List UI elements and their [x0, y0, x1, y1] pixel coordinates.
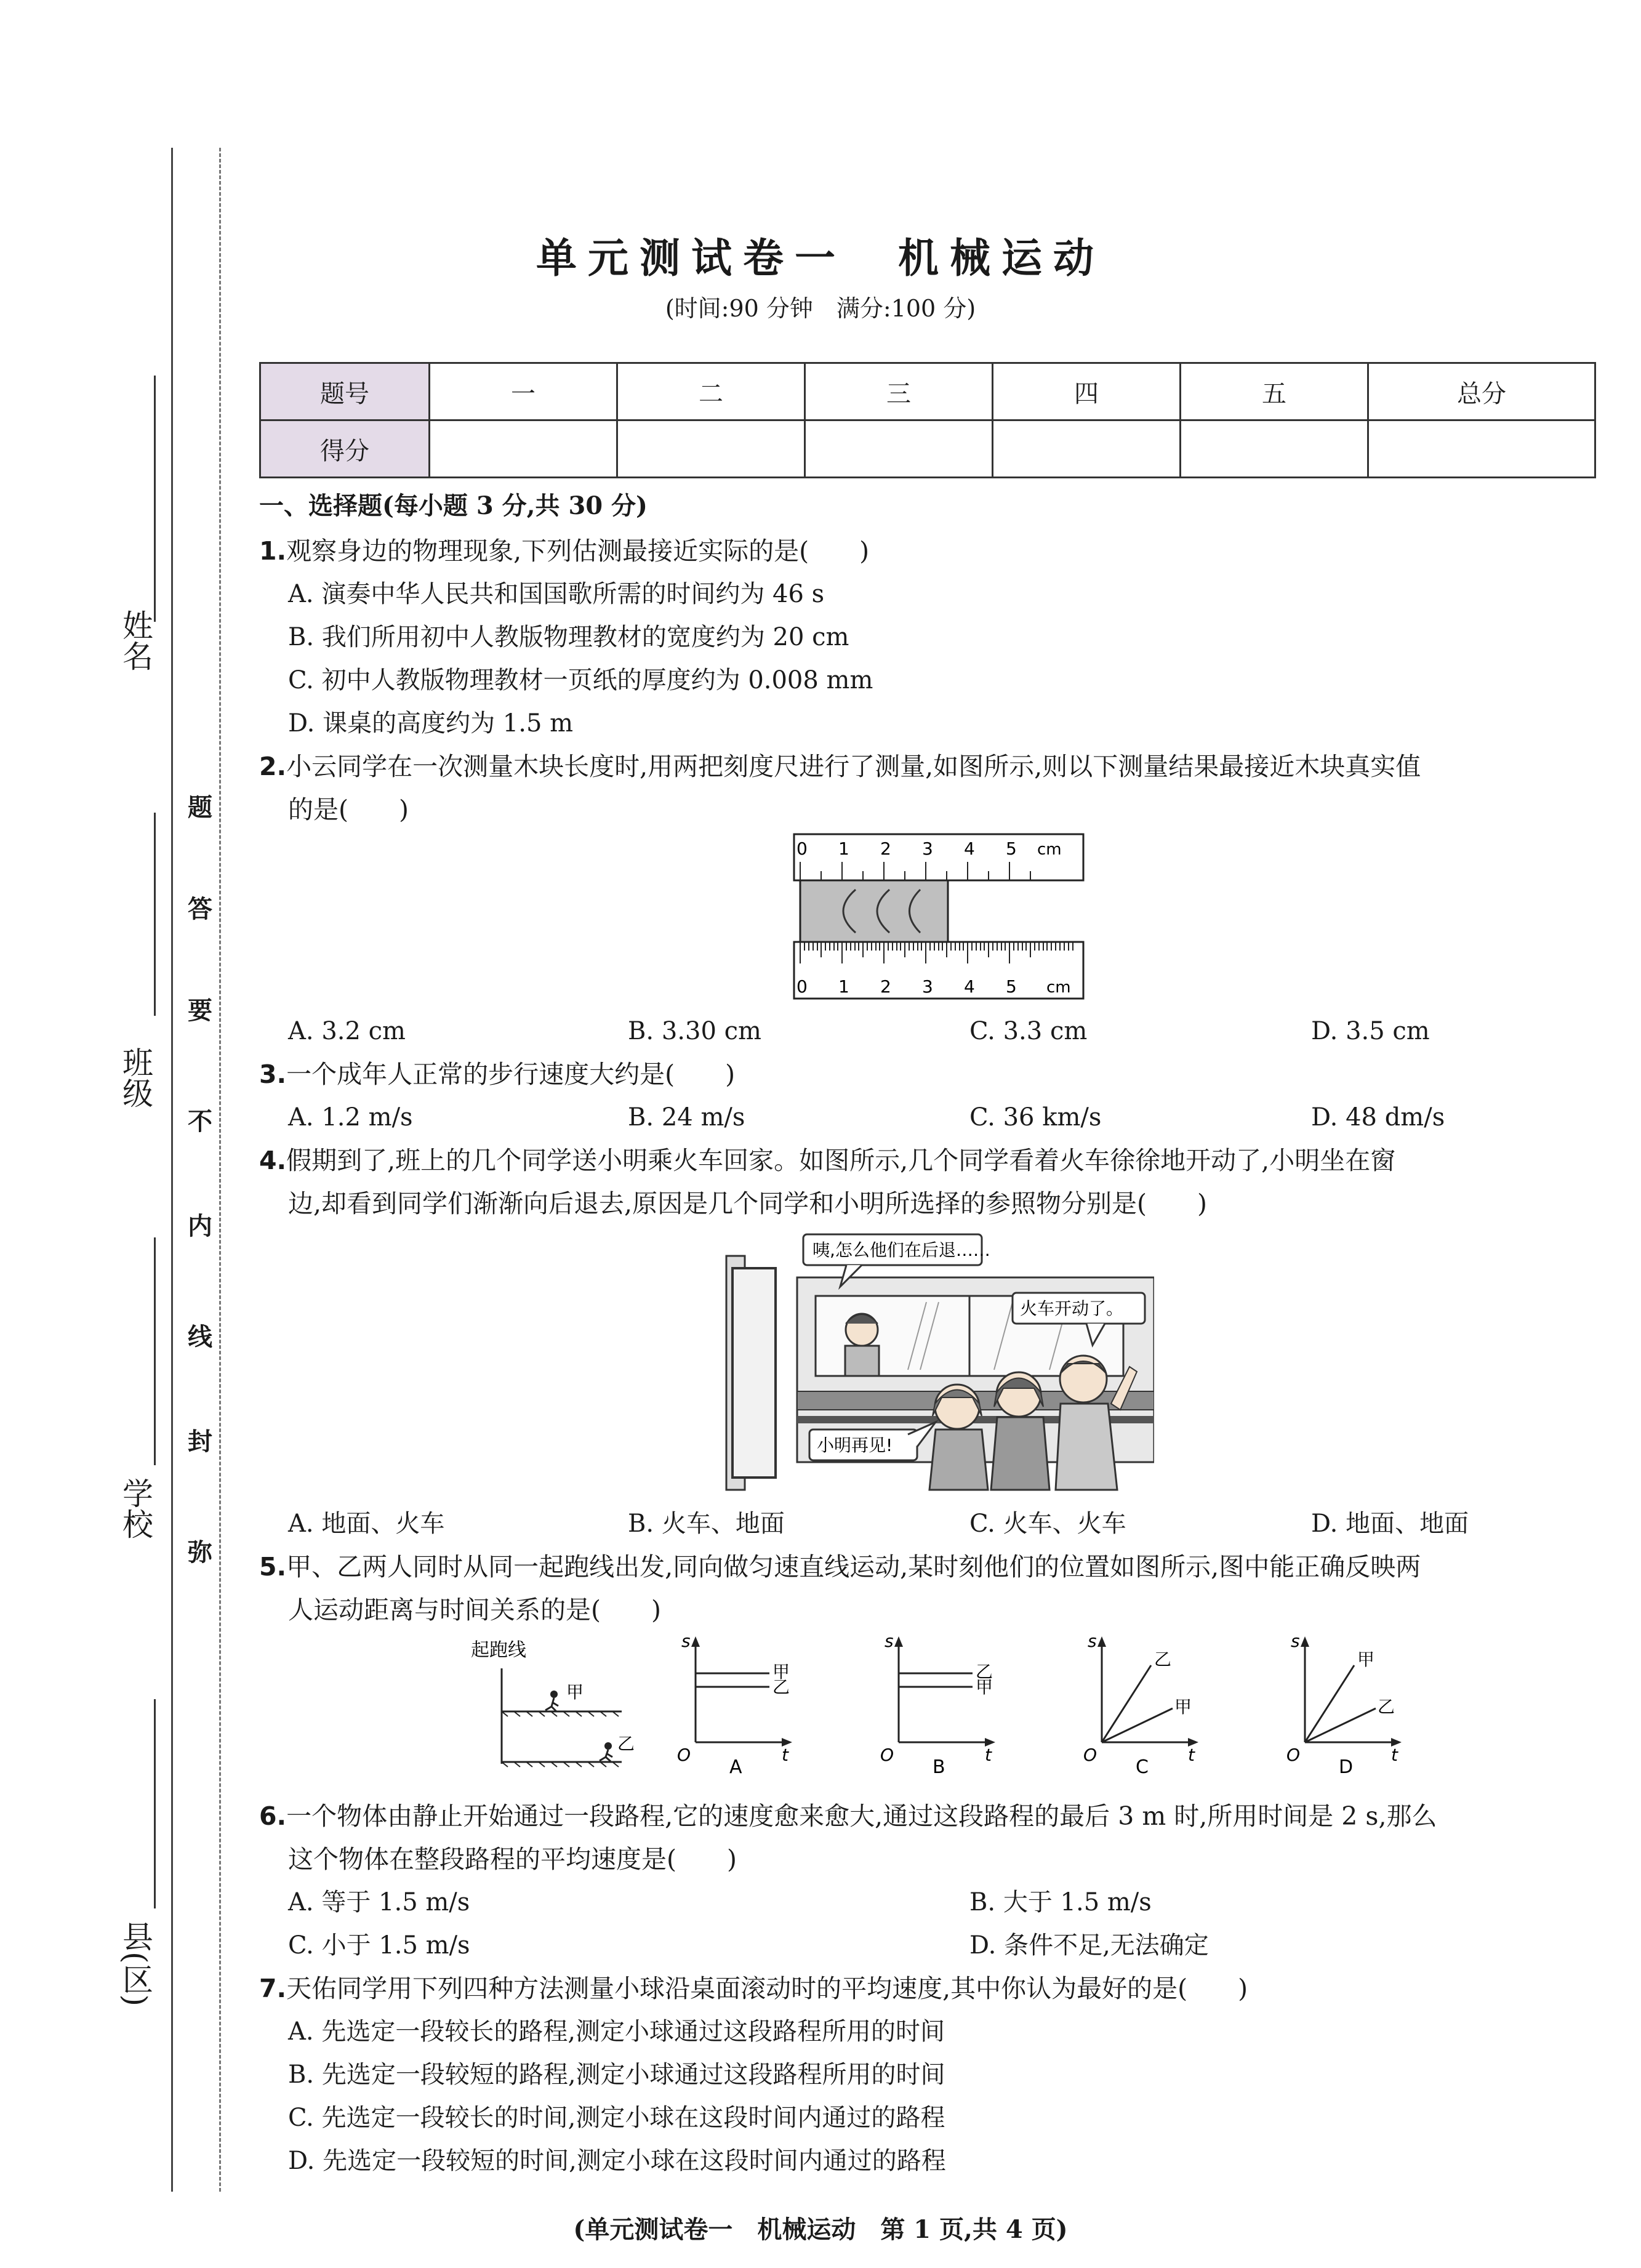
- speech-bubble-3-text: 小明再见!: [817, 1435, 893, 1455]
- question-stem: 天佑同学用下列四种方法测量小球沿桌面滚动时的平均速度,其中你认为最好的是( ): [286, 1974, 1248, 2003]
- score-header-cell: 题号: [260, 363, 430, 420]
- score-table: [259, 362, 1596, 478]
- graph-d: [1286, 1631, 1402, 1778]
- q2-option-c[interactable]: C. 3.3 cm: [969, 1017, 1088, 1045]
- top-tick-label: 0: [796, 838, 808, 859]
- axis-label: t: [1188, 1745, 1195, 1765]
- question-7: [259, 1967, 1248, 2010]
- series-label: 甲: [1174, 1697, 1192, 1717]
- start-line-diagram: [471, 1639, 635, 1767]
- bottom-tick-label: 1: [838, 976, 849, 997]
- q7-option-c[interactable]: C. 先选定一段较长的时间,测定小球在这段时间内通过的路程: [288, 2104, 945, 2132]
- series-label: 乙: [1378, 1697, 1395, 1717]
- graph-option-label: B: [933, 1756, 945, 1778]
- score-header-cell: 一: [430, 363, 617, 420]
- xiaoming-body: [845, 1346, 879, 1376]
- series-label: 甲: [976, 1677, 993, 1697]
- q3-option-d[interactable]: D. 48 dm/s: [1311, 1103, 1445, 1132]
- binding-dashed-line: [219, 148, 221, 2192]
- section-title: 一、选择题(每小题 3 分,共 30 分): [259, 491, 648, 520]
- seal-char: 要: [188, 996, 212, 1025]
- bottom-tick-label: 3: [922, 976, 933, 997]
- q3-option-c[interactable]: C. 36 km/s: [969, 1103, 1102, 1132]
- speech-bubble-2-text: 火车开动了。: [1020, 1298, 1124, 1319]
- origin-label: O: [1286, 1745, 1301, 1765]
- top-tick-label: 2: [880, 838, 891, 859]
- score-table-header-row: [260, 363, 1595, 420]
- series-label: 甲: [1357, 1649, 1375, 1670]
- q1-option-c[interactable]: C. 初中人教版物理教材一页纸的厚度约为 0.008 mm: [288, 666, 873, 694]
- page-title: 单元测试卷一 机械运动: [536, 234, 1105, 282]
- ruler-figure: [788, 831, 1096, 1003]
- score-input-cell[interactable]: [993, 420, 1181, 478]
- station-frame: [732, 1268, 776, 1478]
- question-number: 6.: [259, 1801, 287, 1831]
- graph-b: [880, 1631, 995, 1778]
- score-header-cell: 总分: [1368, 363, 1595, 420]
- county-field-line[interactable]: [154, 1699, 156, 1908]
- question-5: [259, 1545, 1421, 1588]
- seal-char: 线: [188, 1322, 212, 1351]
- q4-option-a[interactable]: A. 地面、火车: [288, 1510, 445, 1538]
- q6-option-b[interactable]: B. 大于 1.5 m/s: [969, 1888, 1152, 1916]
- name-label: 姓名: [118, 609, 153, 671]
- wood-block: [800, 880, 948, 942]
- question-stem: 假期到了,班上的几个同学送小明乘火车回家。如图所示,几个同学看着火车徐徐地开动了,小明坐在窗: [286, 1146, 1396, 1175]
- question-stem-continued: 人运动距离与时间关系的是( ): [288, 1595, 661, 1625]
- question-stem: 一个成年人正常的步行速度大约是( ): [286, 1060, 736, 1089]
- q1-option-b[interactable]: B. 我们所用初中人教版物理教材的宽度约为 20 cm: [288, 623, 849, 651]
- seal-char: 封: [188, 1427, 212, 1456]
- q6-option-c[interactable]: C. 小于 1.5 m/s: [288, 1931, 470, 1960]
- score-input-cell[interactable]: [1368, 420, 1595, 478]
- series-label: 甲: [772, 1662, 790, 1682]
- series-label: 乙: [772, 1677, 790, 1697]
- classmate-1-body: [929, 1430, 988, 1490]
- seal-char: 内: [188, 1212, 212, 1241]
- question-1: [259, 529, 869, 573]
- axis-label: s: [681, 1631, 691, 1651]
- bottom-tick-label: 0: [796, 976, 808, 997]
- runner-jia-label: 甲: [566, 1682, 584, 1702]
- runner-jia: [550, 1691, 558, 1698]
- q2-option-a[interactable]: A. 3.2 cm: [288, 1017, 406, 1045]
- origin-label: O: [1083, 1745, 1097, 1765]
- binding-solid-line: [171, 148, 173, 2192]
- question-stem: 小云同学在一次测量木块长度时,用两把刻度尺进行了测量,如图所示,则以下测量结果最接近木块真实值: [286, 752, 1421, 781]
- question-stem: 观察身边的物理现象,下列估测最接近实际的是( ): [286, 536, 870, 566]
- start-line-label: 起跑线: [471, 1639, 526, 1661]
- classmate-3-body: [1056, 1404, 1117, 1490]
- series-label: 乙: [1154, 1649, 1172, 1670]
- origin-label: O: [880, 1745, 894, 1765]
- question-number: 2.: [259, 752, 287, 781]
- motion-graphs-figure: [468, 1631, 1453, 1779]
- graph-option-label: C: [1136, 1756, 1149, 1778]
- score-input-cell[interactable]: [1181, 420, 1368, 478]
- classmate-2-body: [991, 1417, 1049, 1490]
- train-station-illustration: [723, 1231, 1154, 1496]
- name-field-line[interactable]: [154, 376, 156, 622]
- q2-option-d[interactable]: D. 3.5 cm: [1311, 1017, 1430, 1045]
- question-number: 4.: [259, 1146, 287, 1175]
- page-footer: (单元测试卷一 机械运动 第 1 页,共 4 页): [573, 2215, 1068, 2244]
- seal-char: 题: [188, 793, 212, 822]
- question-stem: 甲、乙两人同时从同一起跑线出发,同向做匀速直线运动,某时刻他们的位置如图所示,图中能正确反映两: [286, 1552, 1421, 1582]
- axis-label: s: [1088, 1631, 1097, 1651]
- axis-label: t: [1391, 1745, 1398, 1765]
- q4-option-d[interactable]: D. 地面、地面: [1311, 1510, 1469, 1538]
- question-stem-continued: 的是( ): [288, 795, 409, 824]
- q3-option-b[interactable]: B. 24 m/s: [628, 1103, 745, 1132]
- top-tick-label: 5: [1006, 838, 1017, 859]
- score-input-cell[interactable]: [805, 420, 993, 478]
- score-header-cell: 三: [805, 363, 993, 420]
- school-field-line[interactable]: [154, 1237, 156, 1465]
- question-6: [259, 1795, 1437, 1838]
- axis-label: s: [885, 1631, 894, 1651]
- score-header-cell: 五: [1181, 363, 1368, 420]
- graph-a: [677, 1631, 792, 1778]
- q7-option-a[interactable]: A. 先选定一段较长的路程,测定小球通过这段路程所用的时间: [288, 2017, 945, 2046]
- seal-char: 答: [188, 895, 212, 923]
- bottom-tick-label: 4: [964, 976, 975, 997]
- top-tick-label: 3: [922, 838, 933, 859]
- score-header-cell: 二: [617, 363, 805, 420]
- score-input-cell[interactable]: [617, 420, 805, 478]
- score-header-cell: 四: [993, 363, 1181, 420]
- q6-option-a[interactable]: A. 等于 1.5 m/s: [288, 1888, 470, 1916]
- question-4: [259, 1139, 1395, 1182]
- question-stem-continued: 这个物体在整段路程的平均速度是( ): [288, 1844, 737, 1874]
- series-label: 乙: [976, 1662, 993, 1682]
- graph-option-label: A: [729, 1756, 742, 1778]
- question-number: 3.: [259, 1060, 287, 1089]
- page-subtitle: (时间:90 分钟 满分:100 分): [665, 295, 976, 322]
- bottom-tick-label: 5: [1006, 976, 1017, 997]
- seal-char: 弥: [188, 1538, 212, 1567]
- q6-option-d[interactable]: D. 条件不足,无法确定: [969, 1931, 1209, 1960]
- axis-label: t: [985, 1745, 992, 1765]
- class-label: 班级: [118, 1047, 153, 1108]
- q7-option-b[interactable]: B. 先选定一段较短的路程,测定小球通过这段路程所用的时间: [288, 2061, 945, 2089]
- question-stem: 一个物体由静止开始通过一段路程,它的速度愈来愈大,通过这段路程的最后 3 m 时,所用时间是 2 s,那么: [286, 1801, 1437, 1831]
- q3-option-a[interactable]: A. 1.2 m/s: [288, 1103, 413, 1132]
- question-number: 7.: [259, 1974, 287, 2003]
- graph-option-label: D: [1339, 1756, 1354, 1778]
- q1-option-a[interactable]: A. 演奏中华人民共和国国歌所需的时间约为 46 s: [288, 580, 825, 608]
- score-table-score-row: [260, 420, 1595, 478]
- speech-bubble-1-text: 咦,怎么他们在后退……: [812, 1240, 990, 1260]
- top-tick-label: 4: [964, 838, 975, 859]
- question-stem-continued: 边,却看到同学们渐渐向后退去,原因是几个同学和小明所选择的参照物分别是( ): [288, 1189, 1208, 1218]
- question-3: [259, 1053, 735, 1096]
- q4-option-c[interactable]: C. 火车、火车: [969, 1510, 1126, 1538]
- origin-label: O: [677, 1745, 691, 1765]
- bottom-unit-label: cm: [1046, 978, 1071, 997]
- q1-option-d[interactable]: D. 课桌的高度约为 1.5 m: [288, 709, 574, 738]
- county-label: 县(区): [118, 1921, 153, 2007]
- axis-label: t: [782, 1745, 788, 1765]
- q7-option-d[interactable]: D. 先选定一段较短的时间,测定小球在这段时间内通过的路程: [288, 2147, 946, 2175]
- q2-option-b[interactable]: B. 3.30 cm: [628, 1017, 761, 1045]
- top-unit-label: cm: [1037, 840, 1062, 859]
- score-input-cell[interactable]: [430, 420, 617, 478]
- runner-yi-label: 乙: [617, 1734, 635, 1754]
- school-label: 学校: [118, 1478, 153, 1539]
- question-2: [259, 745, 1421, 788]
- bottom-tick-label: 2: [880, 976, 891, 997]
- top-tick-label: 1: [838, 838, 849, 859]
- class-field-line[interactable]: [154, 813, 156, 1016]
- score-row-label: 得分: [260, 420, 430, 478]
- seal-char: 不: [188, 1107, 212, 1136]
- q4-option-b[interactable]: B. 火车、地面: [628, 1510, 785, 1538]
- graph-c: [1083, 1631, 1198, 1778]
- axis-label: s: [1291, 1631, 1300, 1651]
- runner-yi: [604, 1742, 612, 1750]
- question-number: 5.: [259, 1552, 287, 1582]
- question-number: 1.: [259, 536, 287, 566]
